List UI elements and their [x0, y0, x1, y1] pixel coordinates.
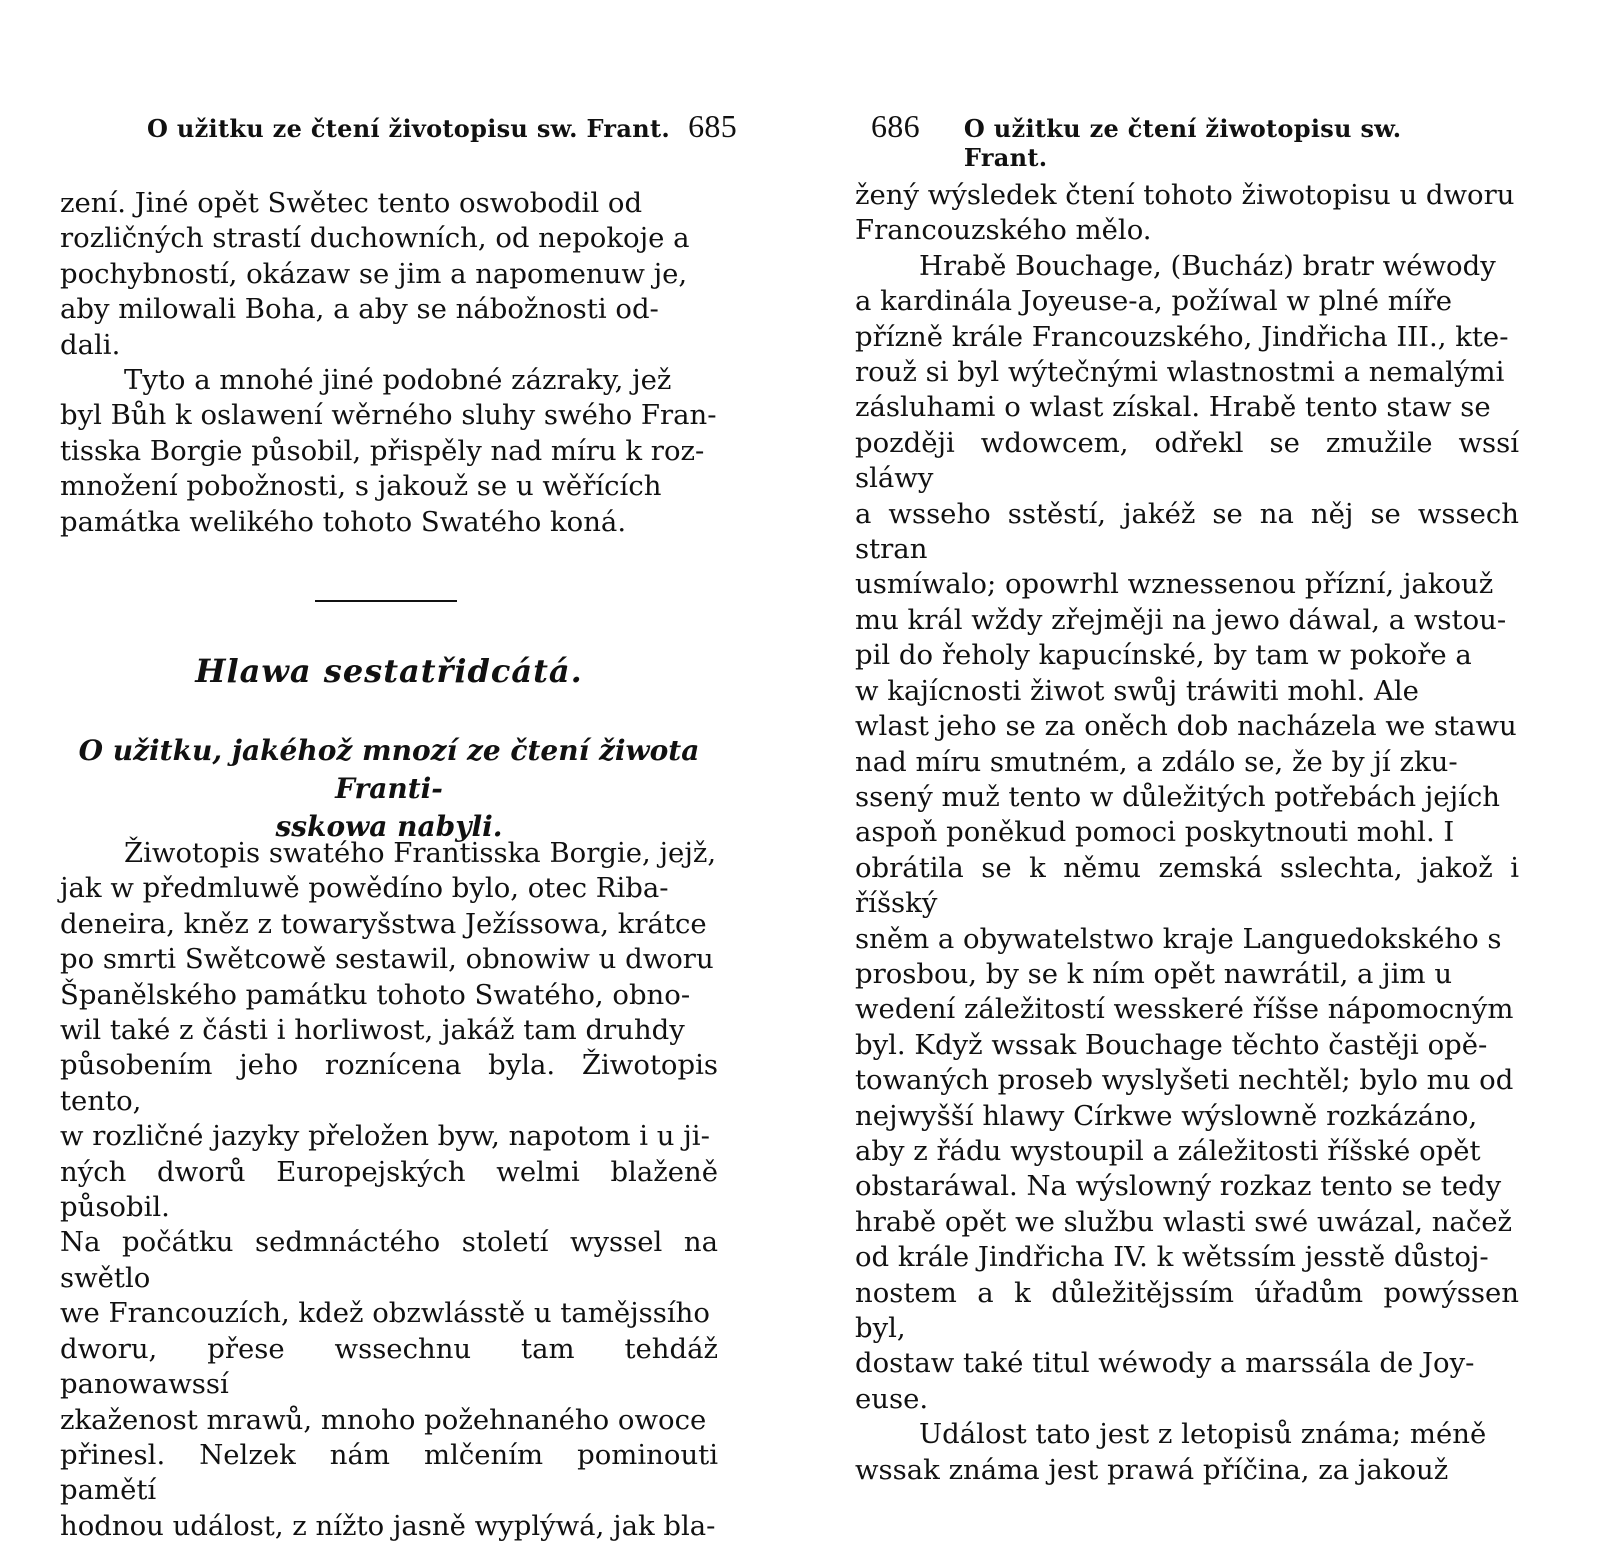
- left-page-number: 685: [688, 108, 737, 144]
- right-text: [855, 178, 1519, 1488]
- left-paragraph-2: Tyto a mnohé jiné podobné zázraky, jež byl Bůh k oslawení wěrného sluhy swého Fran- tisska Borgie působil, přispěly nad míru k roz- množení pobožnosti, s jakouž se u wěřících památka welikého tohoto Swatého koná.: [60, 364, 717, 538]
- right-running-head: [871, 108, 1471, 172]
- chapter-subtitle: O užitku, jakéhož mnozí ze čtení žiwota Franti- sskowa nabyli.: [78, 734, 700, 843]
- left-page: [0, 0, 803, 1542]
- right-paragraph-2: Hrabě Bouchage, (Bucház) bratr wéwody a kardinála Joyeuse-a, požíwal w plné míře přízně krále Francouzského, Jindřicha III., kte- rouž si byl wýtečnými wlastnostmi a nemalými zásluhami o wlast získal. Hrabě tento staw se později wdowcem, odřekl se zmužile wssí sláwy a wsseho sstěstí, jakéž se na něj se wssech stran usmíwalo; opowrhl wznessenou přízní, jakouž mu král wždy zřejměji na jewo dáwal, a wstou- pil do řeholy kapucínské, by tam w pokoře a w kajícnosti žiwot swůj tráwiti mohl. Ale wlast jeho se za oněch dob nacházela we stawu nad míru smutném, a zdálo se, že by jí zku- ssený muž tento w důležitých potřebách jejích aspoň poněkud pomoci poskytnouti mohl. I obrátila se k němu zemská sslechta, jakož i říšský sněm a obywatelstwo kraje Languedokského s prosbou, by se k ním opět nawrátil, a jim u wedení záležitostí wesskeré říšse nápomocným byl. Když wssak Bouchage těchto častěji opě- towaných proseb wyslyšeti nechtěl; bylo mu od nejwyšší hlawy Církwe wýslowně rozkázáno, aby z řádu wystoupil a záležitosti říšské opět obstaráwal. Na wýslowný rozkaz tento se tedy hrabě opět we službu wlasti swé uwázal, načež od krále Jindřicha IV. k wětssím jesstě důstoj- nostem a k důležitějssím úřadům powýssen byl, dostaw také titul wéwody a marssála de Joy- euse.: [855, 249, 1519, 1415]
- right-paragraph-3: Událost tato jest z letopisů známa; méně wssak známa jest prawá příčina, za jakouž: [855, 1418, 1487, 1486]
- chapter-divider: [315, 600, 457, 602]
- right-page: [803, 0, 1606, 1500]
- left-running-title: O užitku ze čtení životopisu sw. Frant.: [147, 114, 671, 143]
- right-paragraph-1: žený wýsledek čtení tohoto žiwotopisu u dworu Francouzského mělo.: [855, 179, 1515, 247]
- left-paragraph-3: Žiwotopis swatého Frantisska Borgie, jejž, jak w předmluwě powědíno bylo, otec Riba- deneira, kněz z towaryšstwa Ježíssowa, krátce po smrti Swětcowě sestawil, obnowiw u dworu Španělského památku tohoto Swatého, obno- wil také z části i horliwost, jakáž tam druhdy působením jeho roznícena byla. Žiwotopis tento, w rozličné jazyky přeložen byw, napotom i u ji- ných dworů Europejských welmi blaženě působil. Na počátku sedmnáctého století wyssel na swětlo we Francouzích, kdež obzwlásstě u tamějssího dworu, přese wssechnu tam tehdáž panowawssí zkaženost mrawů, mnoho požehnaného owoce přinesl. Nelzek nám mlčením pominouti pamětí hodnou událost, z nížto jasně wyplýwá, jak bla-: [60, 837, 718, 1542]
- left-running-head: [147, 108, 737, 148]
- right-page-number: 686: [871, 108, 920, 144]
- left-paragraph-1: zení. Jiné opět Swětec tento oswobodil od rozličných strastí duchowních, od nepokoje a pochybností, okázaw se jim a napomenuw je, aby milowali Boha, a aby se nábožnosti od- dali.: [60, 187, 690, 361]
- right-running-title: O užitku ze čtení žiwotopisu sw. Frant.: [963, 114, 1402, 172]
- left-top-text: [60, 186, 718, 540]
- chapter-title: Hlawa sestatřidcátá.: [195, 652, 583, 690]
- left-bottom-text: [60, 836, 718, 1544]
